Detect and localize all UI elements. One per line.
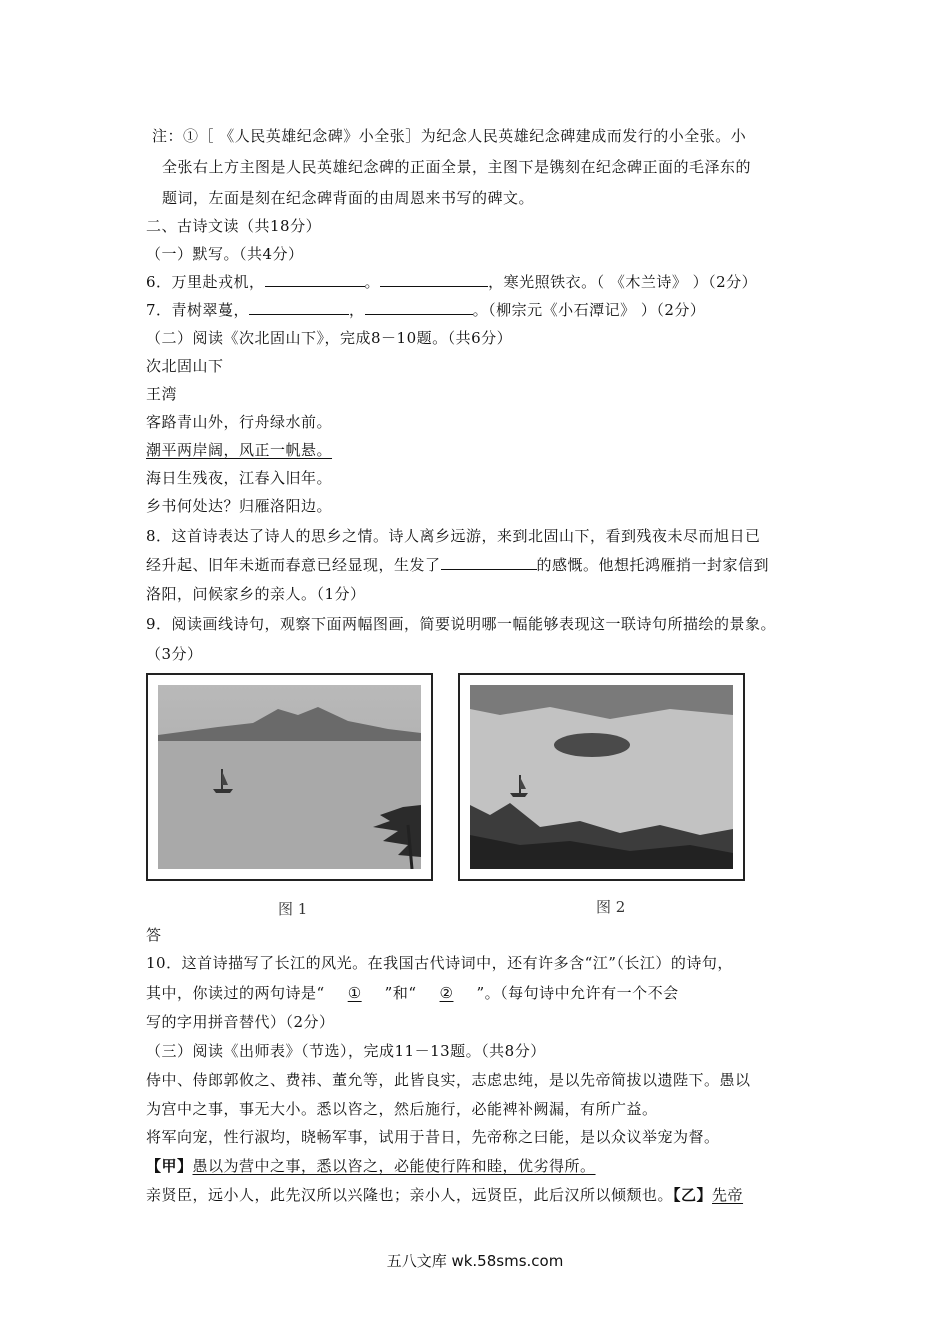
section2-sub1: （一）默写。（共4分） — [146, 245, 304, 263]
poem-line-4: 乡书何处达？归雁洛阳边。 — [146, 497, 333, 515]
yi-text-underlined: 先帝 — [712, 1186, 744, 1204]
poem-title: 次北固山下 — [146, 357, 224, 375]
jia-label: 【甲】 — [146, 1157, 193, 1175]
question-6: 6．万里赴戎机， 。 ，寒光照铁衣。（ 《木兰诗》 ）（2分） — [146, 273, 758, 291]
q9-line-1: 9．阅读画线诗句，观察下面两幅图画，简要说明哪一幅能够表现这一联诗句所描绘的景象。 — [146, 615, 777, 633]
figure-1-caption: 图 1 — [278, 900, 308, 918]
section3-title: （三）阅读《出师表》（节选），完成11－13题。（共8分） — [146, 1042, 546, 1060]
q10-line-2: 其中，你读过的两句诗是“ ① ”和“ ② ”。（每句诗中允许有一个不会 — [146, 984, 679, 1002]
poem-line-2-underlined: 潮平两岸阔，风正一帆悬。 — [146, 441, 333, 459]
figure-1-landscape — [158, 685, 421, 869]
figure-2-landscape — [470, 685, 733, 869]
poem-line-3: 海日生残夜，江春入旧年。 — [146, 469, 333, 487]
q10-blank-2[interactable]: ② — [439, 984, 454, 1002]
poem-author: 王湾 — [146, 385, 178, 403]
q7-blank-2[interactable] — [365, 300, 473, 315]
figure-2-painting — [458, 673, 745, 881]
section3-p2: 为宫中之事，事无大小。悉以咨之，然后施行，必能裨补阙漏，有所广益。 — [146, 1100, 658, 1118]
section3-jia — [146, 1156, 596, 1176]
section3-p5: 亲贤臣，远小人，此先汉所以兴隆也；亲小人，远贤臣，此后汉所以倾颓也。【乙】先帝 — [146, 1186, 744, 1204]
section2-title: 二、古诗文读（共18分） — [146, 217, 322, 235]
question-7: 7．青树翠蔓， ， 。（柳宗元《小石潭记》 ）（2分） — [146, 301, 706, 319]
note-line-1: 注：①［ 《人民英雄纪念碑》小全张］为纪念人民英雄纪念碑建成而发行的小全张。小 — [152, 127, 747, 145]
figure-1-painting — [146, 673, 433, 881]
poem-line-1: 客路青山外，行舟绿水前。 — [146, 413, 333, 431]
q6-blank-1[interactable] — [265, 272, 365, 287]
q8-line-1: 8．这首诗表达了诗人的思乡之情。诗人离乡远游，来到北固山下，看到残夜未尽而旭日已 — [146, 527, 761, 545]
q10-blank-1[interactable]: ① — [347, 984, 362, 1002]
footer-watermark: 五八文库 wk.58sms.com — [386, 1252, 564, 1270]
q8-line-2: 经升起、旧年未逝而春意已经显现，生发了 的感慨。他想托鸿雁捎一封家信到 — [146, 556, 770, 574]
q8-blank[interactable] — [441, 555, 537, 570]
q9-line-2: （3分） — [146, 645, 203, 663]
q7-blank-1[interactable] — [249, 300, 349, 315]
note-line-3: 题词，左面是刻在纪念碑背面的由周恩来书写的碑文。 — [162, 189, 535, 207]
q8-line-3: 洛阳，问候家乡的亲人。（1分） — [146, 585, 366, 603]
section3-p3: 将军向宠，性行淑均，晓畅军事，试用于昔日，先帝称之曰能，是以众议举宠为督。 — [146, 1128, 720, 1146]
note-line-2: 全张右上方主图是人民英雄纪念碑的正面全景，主图下是镌刻在纪念碑正面的毛泽东的 — [162, 158, 752, 176]
answer-label: 答 — [146, 926, 162, 944]
yi-label: 【乙】 — [673, 1186, 713, 1204]
section2-sub2: （二）阅读《次北固山下》，完成8－10题。（共6分） — [146, 329, 513, 347]
q10-line-3: 写的字用拼音替代）（2分） — [146, 1013, 335, 1031]
section3-p1: 侍中、侍郎郭攸之、费祎、董允等，此皆良实，志虑忠纯，是以先帝简拔以遗陛下。愚以 — [146, 1071, 751, 1089]
figure-2-caption: 图 2 — [596, 898, 626, 916]
q10-line-1: 10．这首诗描写了长江的风光。在我国古代诗词中，还有许多含“江”（长江）的诗句， — [146, 954, 733, 972]
jia-text-underlined: 愚以为营中之事，悉以咨之，必能使行阵和睦，优劣得所。 — [192, 1157, 596, 1175]
q6-blank-2[interactable] — [380, 272, 488, 287]
